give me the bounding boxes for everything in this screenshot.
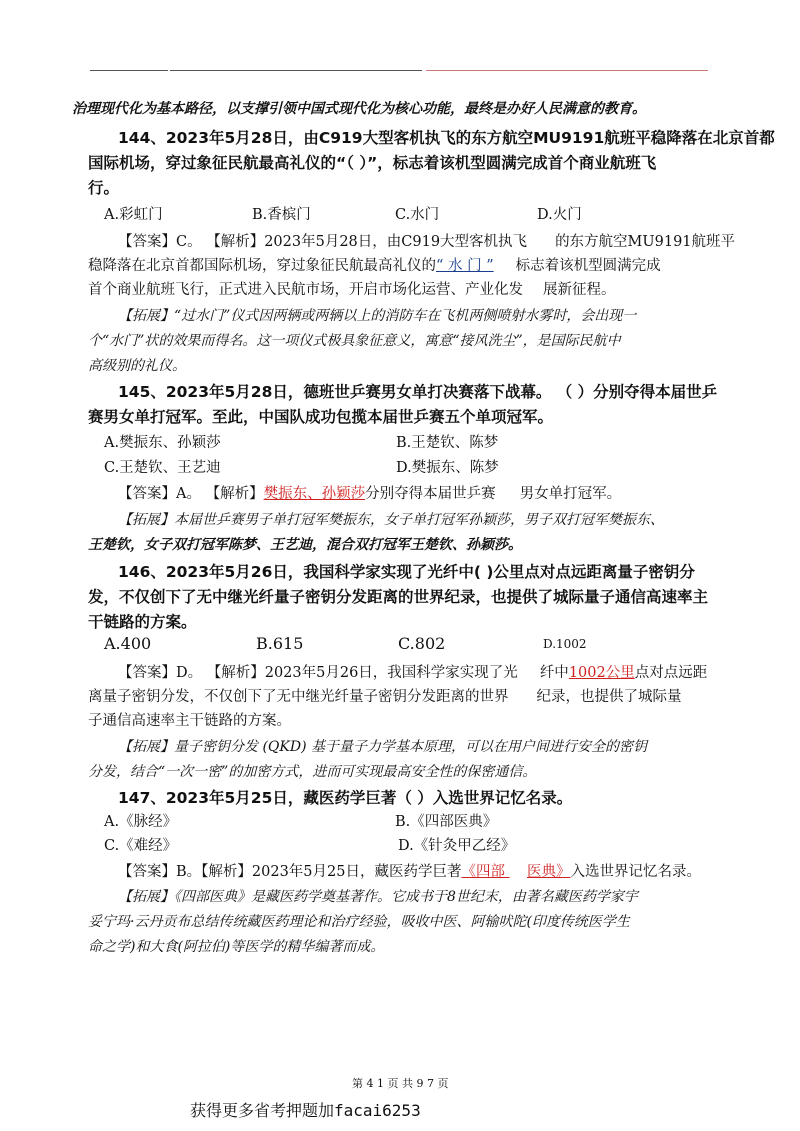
page-number: 第 4 1 页 共 9 7 页 [352, 1077, 449, 1090]
answer-text: 【答案】C。 【解析】2023年5月28日，由C919大型客机执飞 [118, 234, 528, 250]
answer-line: 子通信高速率主干链路的方案。 [88, 713, 291, 729]
question-text: 国际机场，穿过象征民航最高礼仪的“（ ）”，标志着该机型圆满完成首个商业航班飞 [88, 154, 657, 172]
answer-highlight: 医典》 [526, 864, 571, 880]
option-d: D.《针灸甲乙经》 [398, 838, 516, 854]
option-b: B.王楚钦、陈梦 [396, 435, 499, 451]
option-b: B.615 [256, 634, 304, 653]
answer-line [118, 482, 621, 503]
option-d: D.火门 [537, 207, 582, 223]
answer-line [88, 685, 682, 706]
option-c: C.水门 [395, 207, 440, 223]
answer-line [118, 230, 735, 251]
question-text: 发，不仅创下了无中继光纤量子密钥分发距离的世界纪录，也提供了城际量子通信高速率主 [88, 588, 709, 606]
question-text: 145、2023年5月28日，德班世乒赛男女单打决赛落下战幕。 （ ）分别夺得本届世乒 [118, 383, 718, 401]
question-text: 干链路的方案。 [88, 613, 197, 631]
header-rule-mid [170, 70, 422, 71]
question-text: 146、2023年5月26日，我国科学家实现了光纤中( )公里点对点远距离量子密钥分 [118, 563, 695, 581]
option-c: C.《难经》 [104, 838, 178, 854]
question-text: 144、2023年5月28日，由C919大型客机执飞的东方航空MU9191航班平稳降落在北京首都 [118, 129, 775, 147]
option-c: C.王楚钦、王艺迪 [104, 460, 221, 476]
answer-line [88, 278, 616, 299]
answer-line [118, 860, 701, 881]
option-d: D.樊振东、陈梦 [396, 460, 499, 476]
answer-text: 稳降落在北京首都国际机场，穿过象征民航最高礼仪的 [88, 258, 436, 274]
option-b: B.《四部医典》 [395, 814, 498, 830]
answer-text: 的东方航空MU9191航班平 [555, 234, 736, 250]
extension-text: 高级别的礼仪。 [88, 358, 186, 374]
intro-line: 治理现代化为基本路径，以支撑引领中国式现代化为核心功能，最终是办好人民满意的教育。 [72, 101, 646, 117]
option-a: A.彩虹门 [104, 207, 163, 223]
extension-text: 王楚钦，女子双打冠军陈梦、王艺迪，混合双打冠军王楚钦、孙颖莎。 [88, 537, 522, 553]
answer-text: 纪录，也提供了城际量 [536, 689, 682, 705]
answer-line [88, 254, 661, 275]
answer-highlight: 樊振东、孙颖莎 [263, 486, 366, 502]
header-rule-left [90, 70, 168, 71]
promo-text: 获得更多省考押题加facai6253 [190, 1101, 421, 1120]
extension-text: 个“水门”状的效果而得名。这一项仪式极具象征意义，寓意“接风洗尘”，是国际民航中 [88, 333, 621, 349]
question-text: 147、2023年5月25日，藏医药学巨著（ ）入选世界记忆名录。 [118, 789, 573, 807]
answer-text: 纤中 [539, 665, 569, 681]
header-rule-right [426, 70, 708, 71]
option-a: A.《脉经》 [104, 814, 178, 830]
answer-text: 【答案】A。 【解析】 [118, 486, 264, 502]
extension-text: 命之学)和大食(阿拉伯)等医学的精华编著而成。 [88, 939, 385, 955]
answer-line [118, 661, 707, 682]
extension-text: 妥宁玛·云丹贡布总结传统藏医药理论和治疗经验，吸收中医、阿输吠陀(印度传统医学生 [88, 914, 630, 930]
option-c: C.802 [398, 634, 446, 653]
answer-highlight: 1002公里 [568, 665, 635, 681]
option-a: A.400 [104, 634, 152, 653]
answer-text: 男女单打冠军。 [519, 486, 622, 502]
answer-text: 点对点远距 [634, 665, 708, 681]
question-text: 赛男女单打冠军。至此，中国队成功包揽本届世乒赛五个单项冠军。 [88, 408, 554, 426]
answer-text: 【答案】B。【解析】2023年5月25日，藏医药学巨著 [118, 864, 462, 880]
extension-text: 【拓展】本届世乒赛男子单打冠军樊振东，女子单打冠军孙颖莎，男子双打冠军樊振东、 [118, 512, 664, 528]
answer-text: 标志着该机型圆满完成 [515, 258, 661, 274]
option-b: B.香槟门 [252, 207, 311, 223]
extension-text: 【拓展】《四部医典》是藏医药学奠基著作。它成书于8世纪末，由著名藏医药学家宇 [118, 889, 638, 905]
answer-text: 入选世界记忆名录。 [570, 864, 701, 880]
answer-text: 离量子密钥分发，不仅创下了无中继光纤量子密钥分发距离的世界 [88, 689, 509, 705]
answer-text: 展新征程。 [543, 282, 616, 298]
answer-text: 首个商业航班飞行，正式进入民航市场，开启市场化运营、产业化发 [88, 282, 523, 298]
extension-text: 【拓展】量子密钥分发 (QKD) 基于量子力学基本原理，可以在用户间进行安全的密钥 [118, 739, 647, 755]
option-d: D.1002 [543, 637, 587, 651]
extension-text: 【拓展】“过水门”仪式因两辆或两辆以上的消防车在飞机两侧喷射水雾时，会出现一 [118, 308, 637, 324]
answer-text: 分别夺得本届世乒赛 [365, 486, 496, 502]
question-text: 行。 [88, 179, 120, 197]
answer-highlight: 《四部 [461, 864, 505, 880]
answer-text: 【答案】D。 【解析】2023年5月26日，我国科学家实现了光 [118, 665, 518, 681]
extension-text: 分发，结合“一次一密”的加密方式，进而可实现最高安全性的保密通信。 [88, 764, 537, 780]
answer-highlight: “ 水 门 ” [436, 258, 494, 274]
option-a: A.樊振东、孙颖莎 [104, 435, 221, 451]
